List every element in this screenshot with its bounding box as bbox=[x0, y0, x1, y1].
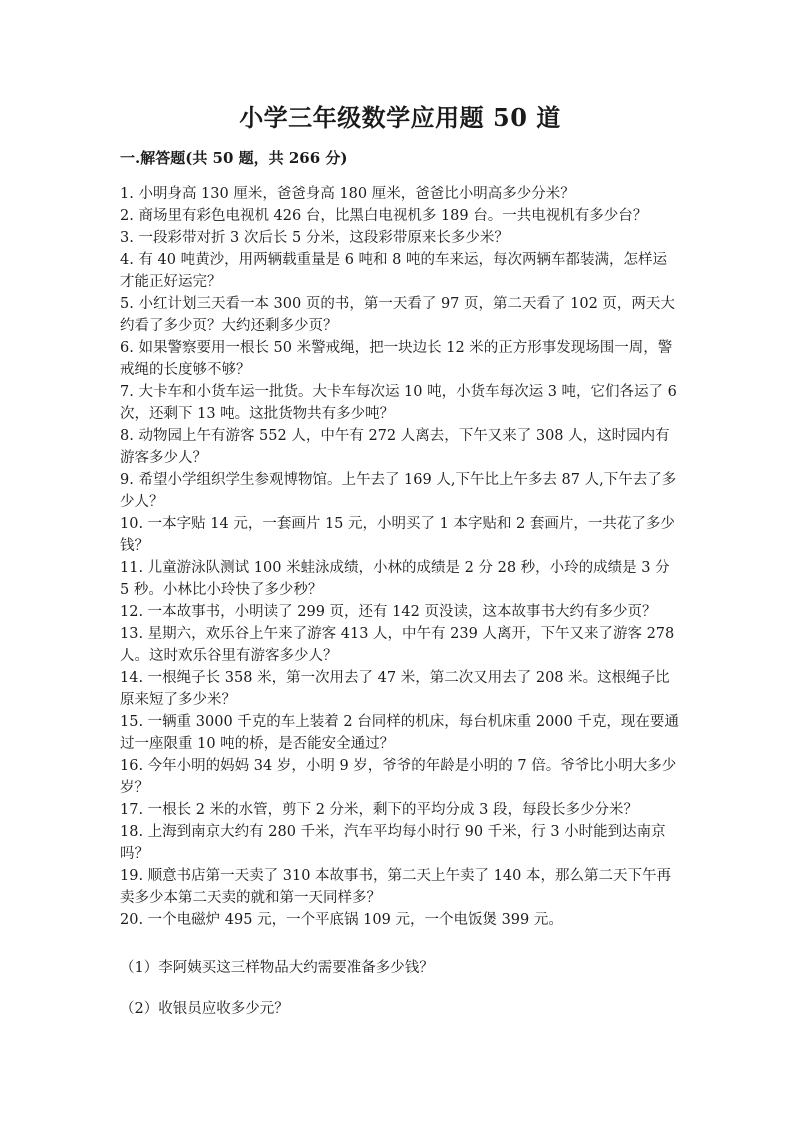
question-item: 5. 小红计划三天看一本 300 页的书，第一天看了 97 页，第二天看了 102 页，两天大约看了多少页？大约还剩多少页？ bbox=[120, 296, 675, 334]
question-item: 10. 一本字贴 14 元，一套画片 15 元，小明买了 1 本字贴和 2 套画片，一共花了多少钱？ bbox=[120, 516, 675, 554]
question-item: 15. 一辆重 3000 千克的车上装着 2 台同样的机床，每台机床重 2000 千克，现在要通过一座限重 10 吨的桥，是否能安全通过？ bbox=[120, 714, 679, 752]
question-item: 18. 上海到南京大约有 280 千米，汽车平均每小时行 90 千米，行 3 小时能到达南京吗？ bbox=[120, 824, 666, 862]
question-item: 11. 儿童游泳队测试 100 米蛙泳成绩，小林的成绩是 2 分 28 秒，小玲的成绩是 3 分 5 秒。小林比小玲快了多少秒？ bbox=[120, 560, 670, 598]
question-item: 16. 今年小明的妈妈 34 岁，小明 9 岁，爷爷的年龄是小明的 7 倍。爷爷比小明大多少岁？ bbox=[120, 758, 677, 796]
question-item: 8. 动物园上午有游客 552 人，中午有 272 人离去，下午又来了 308 人，这时园内有游客多少人？ bbox=[120, 428, 670, 466]
question-item: 4. 有 40 吨黄沙，用两辆载重量是 6 吨和 8 吨的车来运，每次两辆车都装满，怎样运才能正好运完？ bbox=[120, 252, 667, 290]
sub-question-1: （1）李阿姨买这三样物品大约需要准备多少钱？ bbox=[120, 960, 434, 976]
question-item: 13. 星期六，欢乐谷上午来了游客 413 人，中午有 239 人离开，下午又来了游客 278 人。这时欢乐谷里有游客多少人？ bbox=[120, 626, 675, 664]
question-item: 12. 一本故事书，小明读了 299 页，还有 142 页没读，这本故事书大约有多少页？ bbox=[120, 604, 657, 620]
question-item: 20. 一个电磁炉 495 元，一个平底锅 109 元，一个电饭煲 399 元。 bbox=[120, 912, 563, 928]
question-item: 1. 小明身高 130 厘米，爸爸身高 180 厘米，爸爸比小明高多少分米？ bbox=[120, 186, 575, 202]
question-item: 2. 商场里有彩色电视机 426 台，比黑白电视机多 189 台。一共电视机有多少台？ bbox=[120, 208, 648, 224]
section-heading: 一.解答题(共 50 题，共 266 分) bbox=[120, 149, 348, 167]
question-list bbox=[120, 183, 680, 931]
question-item: 9. 希望小学组织学生参观博物馆。上午去了 169 人,下午比上午多去 87 人,下午去了多少人？ bbox=[120, 472, 677, 510]
question-item: 7. 大卡车和小货车运一批货。大卡车每次运 10 吨，小货车每次运 3 吨，它们各运了 6 次，还剩下 13 吨。这批货物共有多少吨？ bbox=[120, 384, 677, 422]
sub-question-2: （2）收银员应收多少元？ bbox=[120, 1001, 289, 1017]
question-item: 19. 顺意书店第一天卖了 310 本故事书，第二天上午卖了 140 本，那么第二天下午再卖多少本第二天卖的就和第一天同样多？ bbox=[120, 868, 671, 906]
page-title: 小学三年级数学应用题 50 道 bbox=[239, 103, 561, 132]
question-item: 3. 一段彩带对折 3 次后长 5 分米，这段彩带原来长多少米？ bbox=[120, 230, 509, 246]
question-item: 6. 如果警察要用一根长 50 米警戒绳，把一块边长 12 米的正方形事发现场围一周，警戒绳的长度够不够？ bbox=[120, 340, 673, 378]
question-item: 14. 一根绳子长 358 米，第一次用去了 47 米，第二次又用去了 208 米。这根绳子比原来短了多少米？ bbox=[120, 670, 670, 708]
question-item: 17. 一根长 2 米的水管，剪下 2 分米，剩下的平均分成 3 段，每段长多少分米？ bbox=[120, 802, 638, 818]
